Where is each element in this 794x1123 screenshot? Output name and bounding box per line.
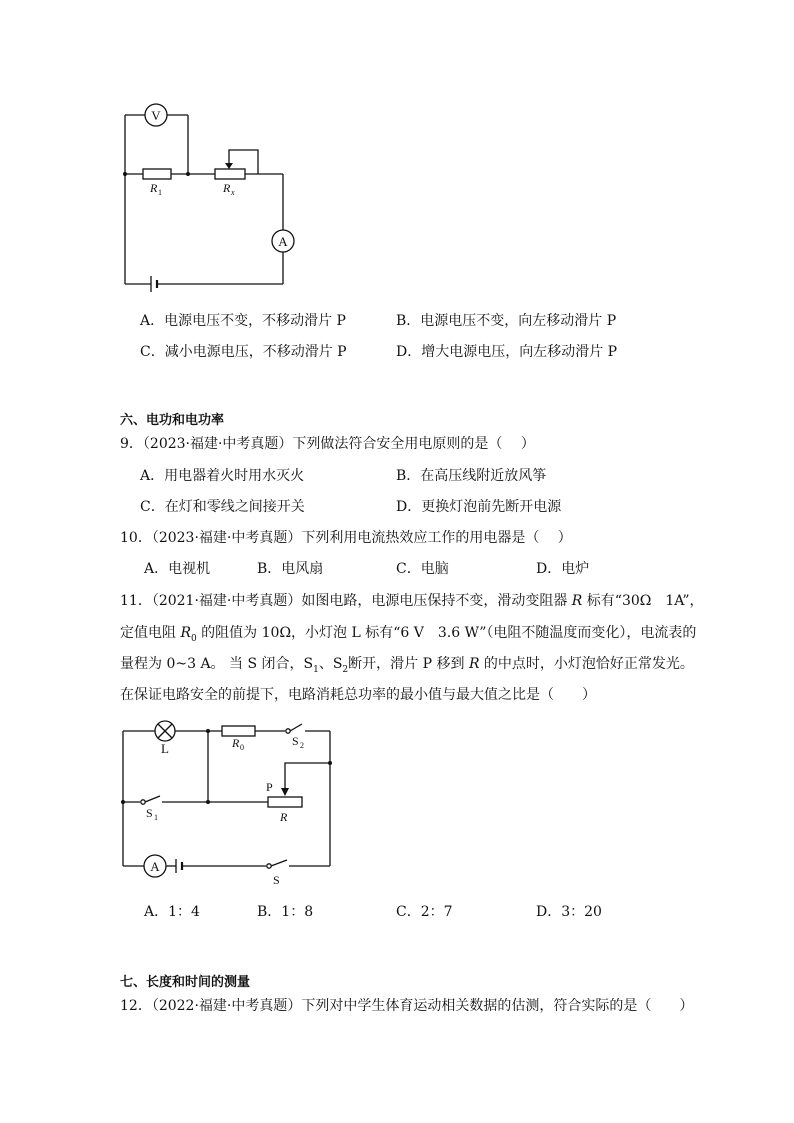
q11-option-d[interactable]: D．3：20	[536, 904, 602, 920]
section-7-title: 七、长度和时间的测量	[120, 975, 251, 990]
ammeter-label-2: A	[150, 859, 160, 874]
q9-option-b[interactable]: B．在高压线附近放风筝	[396, 468, 547, 484]
q11-option-b[interactable]: B．1：8	[257, 904, 314, 920]
q10-option-c[interactable]: C．电脑	[396, 561, 449, 577]
s-label: S	[273, 873, 280, 887]
q10-option-d[interactable]: D．电炉	[536, 561, 590, 577]
q8-option-d[interactable]: D．增大电源电压，向左移动滑片 P	[396, 344, 618, 360]
slider-arrow-p	[281, 788, 289, 796]
switch-s1	[145, 796, 160, 802]
s2-subscript: 2	[300, 741, 304, 750]
q10-stem: 10．（2023·福建·中考真题）下列利用电流热效应工作的用电器是（ ）	[120, 530, 572, 546]
r0-subscript: 0	[240, 743, 244, 752]
section-6-title: 六、电功和电功率	[120, 413, 225, 428]
s1-label: S	[146, 806, 153, 820]
voltmeter-label: V	[151, 108, 161, 123]
q9-option-c[interactable]: C．在灯和零线之间接开关	[140, 499, 305, 515]
resistor-r0	[222, 726, 255, 736]
s2-label: S	[292, 734, 299, 748]
r-label: R	[280, 810, 288, 824]
switch-s	[271, 860, 287, 866]
q10-option-b[interactable]: B．电风扇	[257, 561, 324, 577]
q11-option-a[interactable]: A．1：4	[144, 904, 200, 920]
rx-subscript: x	[231, 188, 235, 197]
q11-stem-line-2: 定值电阻 $R_0$ 的阻值为 10Ω，小灯泡 L 标有“6 V 3.6 W”（电阻不随温度而变化），电流表的	[120, 625, 697, 644]
q9-option-a[interactable]: A．用电器着火时用水灭火	[140, 468, 305, 484]
p-label: P	[266, 780, 273, 794]
r0-label: R	[232, 736, 240, 750]
q9-stem: 9．（2023·福建·中考真题）下列做法符合安全用电原则的是（ ）	[120, 436, 535, 452]
rheostat-r	[268, 797, 302, 807]
r1-label: R	[150, 181, 158, 195]
r1-subscript: 1	[158, 188, 162, 197]
s1-subscript: 1	[154, 813, 158, 822]
q11-stem-line-3: 量程为 0~3 A。 当 S 闭合，$S_1$、$S_2$断开，滑片 P 移到 R 的中点时，小灯泡恰好正常发光。	[120, 656, 694, 675]
lamp-label: L	[161, 741, 169, 756]
q8-option-a[interactable]: A．电源电压不变，不移动滑片 P	[140, 313, 346, 329]
rx-label: R	[223, 181, 231, 195]
q8-option-c[interactable]: C．减小电源电压，不移动滑片 P	[140, 344, 347, 360]
q11-stem-line-1: 11．（2021·福建·中考真题）如图电路，电源电压保持不变，滑动变阻器 R 标有“30Ω 1A”，	[120, 593, 704, 609]
q11-option-c[interactable]: C．2：7	[396, 904, 453, 920]
q10-option-a[interactable]: A．电视机	[144, 561, 211, 577]
q8-option-b[interactable]: B．电源电压不变，向左移动滑片 P	[396, 313, 617, 329]
q11-stem-line-4: 在保证电路安全的前提下，电路消耗总功率的最小值与最大值之比是（ ）	[120, 687, 596, 703]
q9-option-d[interactable]: D．更换灯泡前先断开电源	[396, 499, 562, 515]
ammeter-label: A	[278, 234, 288, 249]
switch-s2	[290, 724, 302, 731]
q12-stem: 12．（2022·福建·中考真题）下列对中学生体育运动相关数据的估测，符合实际的是（ ）	[120, 998, 694, 1014]
